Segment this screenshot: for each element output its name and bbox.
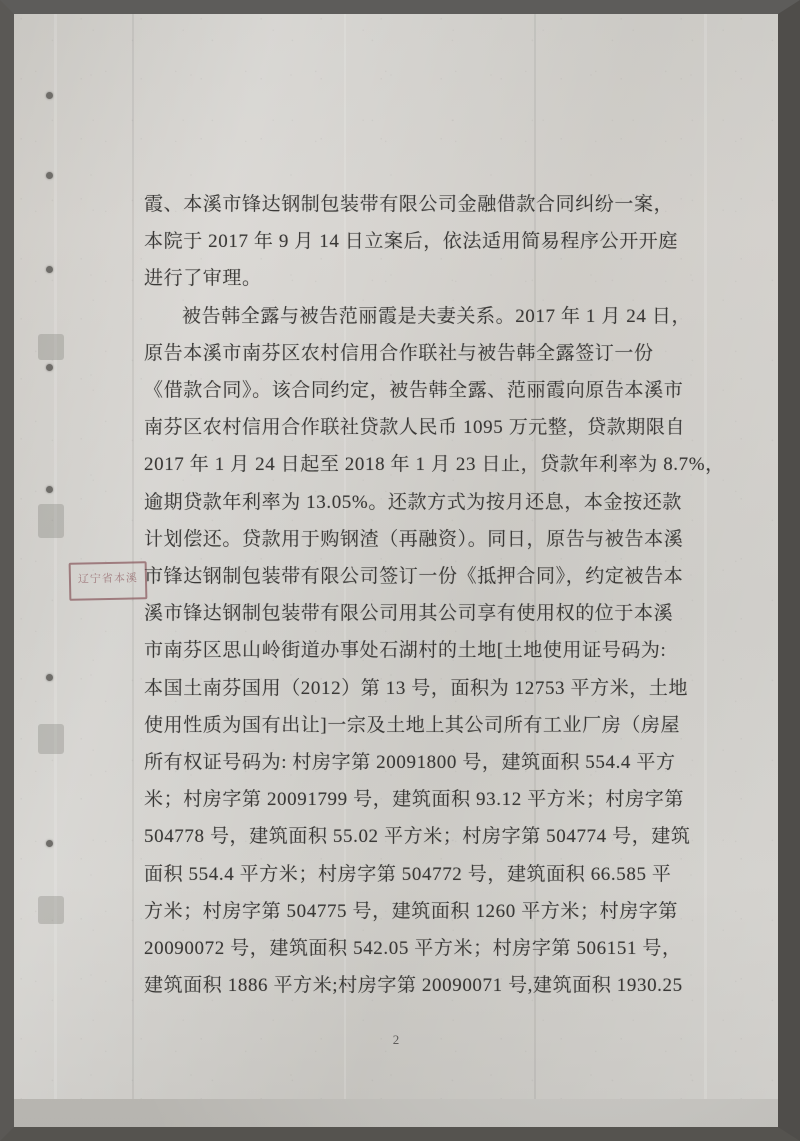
document-line: 计划偿还。贷款用于购钢渣（再融资）。同日，原告与被告本溪 bbox=[144, 528, 684, 550]
binding-smudge bbox=[38, 504, 64, 538]
document-line: 20090072 号，建筑面积 542.05 平方米；村房字第 506151 号， bbox=[144, 938, 682, 960]
document-line: 市南芬区思山岭街道办事处石湖村的土地[土地使用证号码为: bbox=[144, 640, 667, 662]
punch-hole-icon bbox=[46, 840, 53, 847]
document-line: 2017 年 1 月 24 日起至 2018 年 1 月 23 日止，贷款年利率为 8.7%， bbox=[144, 454, 725, 476]
punch-hole-icon bbox=[46, 674, 53, 681]
document-line: 使用性质为国有出让]一宗及土地上其公司所有工业厂房（房屋 bbox=[144, 714, 681, 736]
document-line: 504778 号，建筑面积 55.02 平方米；村房字第 504774 号，建筑 bbox=[144, 826, 691, 848]
scan-streak bbox=[132, 14, 134, 1099]
document-line: 本国土南芬国用（2012）第 13 号，面积为 12753 平方米，土地 bbox=[144, 677, 689, 699]
document-line: 米；村房字第 20091799 号，建筑面积 93.12 平方米；村房字第 bbox=[144, 789, 684, 811]
document-line: 本院于 2017 年 9 月 14 日立案后，依法适用简易程序公开开庭 bbox=[144, 231, 679, 253]
document-line: 方米；村房字第 504775 号，建筑面积 1260 平方米；村房字第 bbox=[144, 900, 679, 922]
document-line: 《借款合同》。该合同约定，被告韩全露、范丽霞向原告本溪市 bbox=[144, 380, 684, 402]
binding-smudge bbox=[38, 724, 64, 754]
binding-smudge bbox=[38, 896, 64, 924]
punch-hole-icon bbox=[46, 266, 53, 273]
punch-hole-icon bbox=[46, 364, 53, 371]
scan-streak bbox=[704, 14, 707, 1099]
document-line: 市锋达钢制包装带有限公司签订一份《抵押合同》，约定被告本 bbox=[144, 566, 684, 588]
document-line: 建筑面积 1886 平方米;村房字第 20090071 号,建筑面积 1930.25 bbox=[144, 975, 683, 997]
document-line: 所有权证号码为: 村房字第 20091800 号，建筑面积 554.4 平方 bbox=[144, 752, 676, 774]
page-number: 2 bbox=[392, 1032, 400, 1047]
document-line: 面积 554.4 平方米；村房字第 504772 号，建筑面积 66.585 平 bbox=[144, 863, 672, 885]
document-line: 进行了审理。 bbox=[144, 268, 262, 290]
document-line: 霞、本溪市锋达钢制包装带有限公司金融借款合同纠纷一案， bbox=[144, 194, 674, 215]
document-body bbox=[144, 186, 725, 1004]
document-line: 溪市锋达钢制包装带有限公司用其公司享有使用权的位于本溪 bbox=[144, 603, 674, 625]
binding-holes-column bbox=[38, 34, 68, 1074]
punch-hole-icon bbox=[46, 486, 53, 493]
punch-hole-icon bbox=[46, 92, 53, 99]
scanned-page-sheet bbox=[14, 14, 778, 1099]
side-stamp: 辽宁省本溪 bbox=[69, 561, 148, 601]
punch-hole-icon bbox=[46, 172, 53, 179]
document-line: 被告韩全露与被告范丽霞是夫妻关系。2017 年 1 月 24 日， bbox=[182, 305, 692, 327]
document-line: 原告本溪市南芬区农村信用合作联社与被告韩全露签订一份 bbox=[144, 342, 654, 364]
document-line: 逾期贷款年利率为 13.05%。还款方式为按月还息，本金按还款 bbox=[144, 491, 682, 513]
binding-smudge bbox=[38, 334, 64, 360]
document-line: 南芬区农村信用合作联社贷款人民币 1095 万元整，贷款期限自 bbox=[144, 417, 686, 439]
